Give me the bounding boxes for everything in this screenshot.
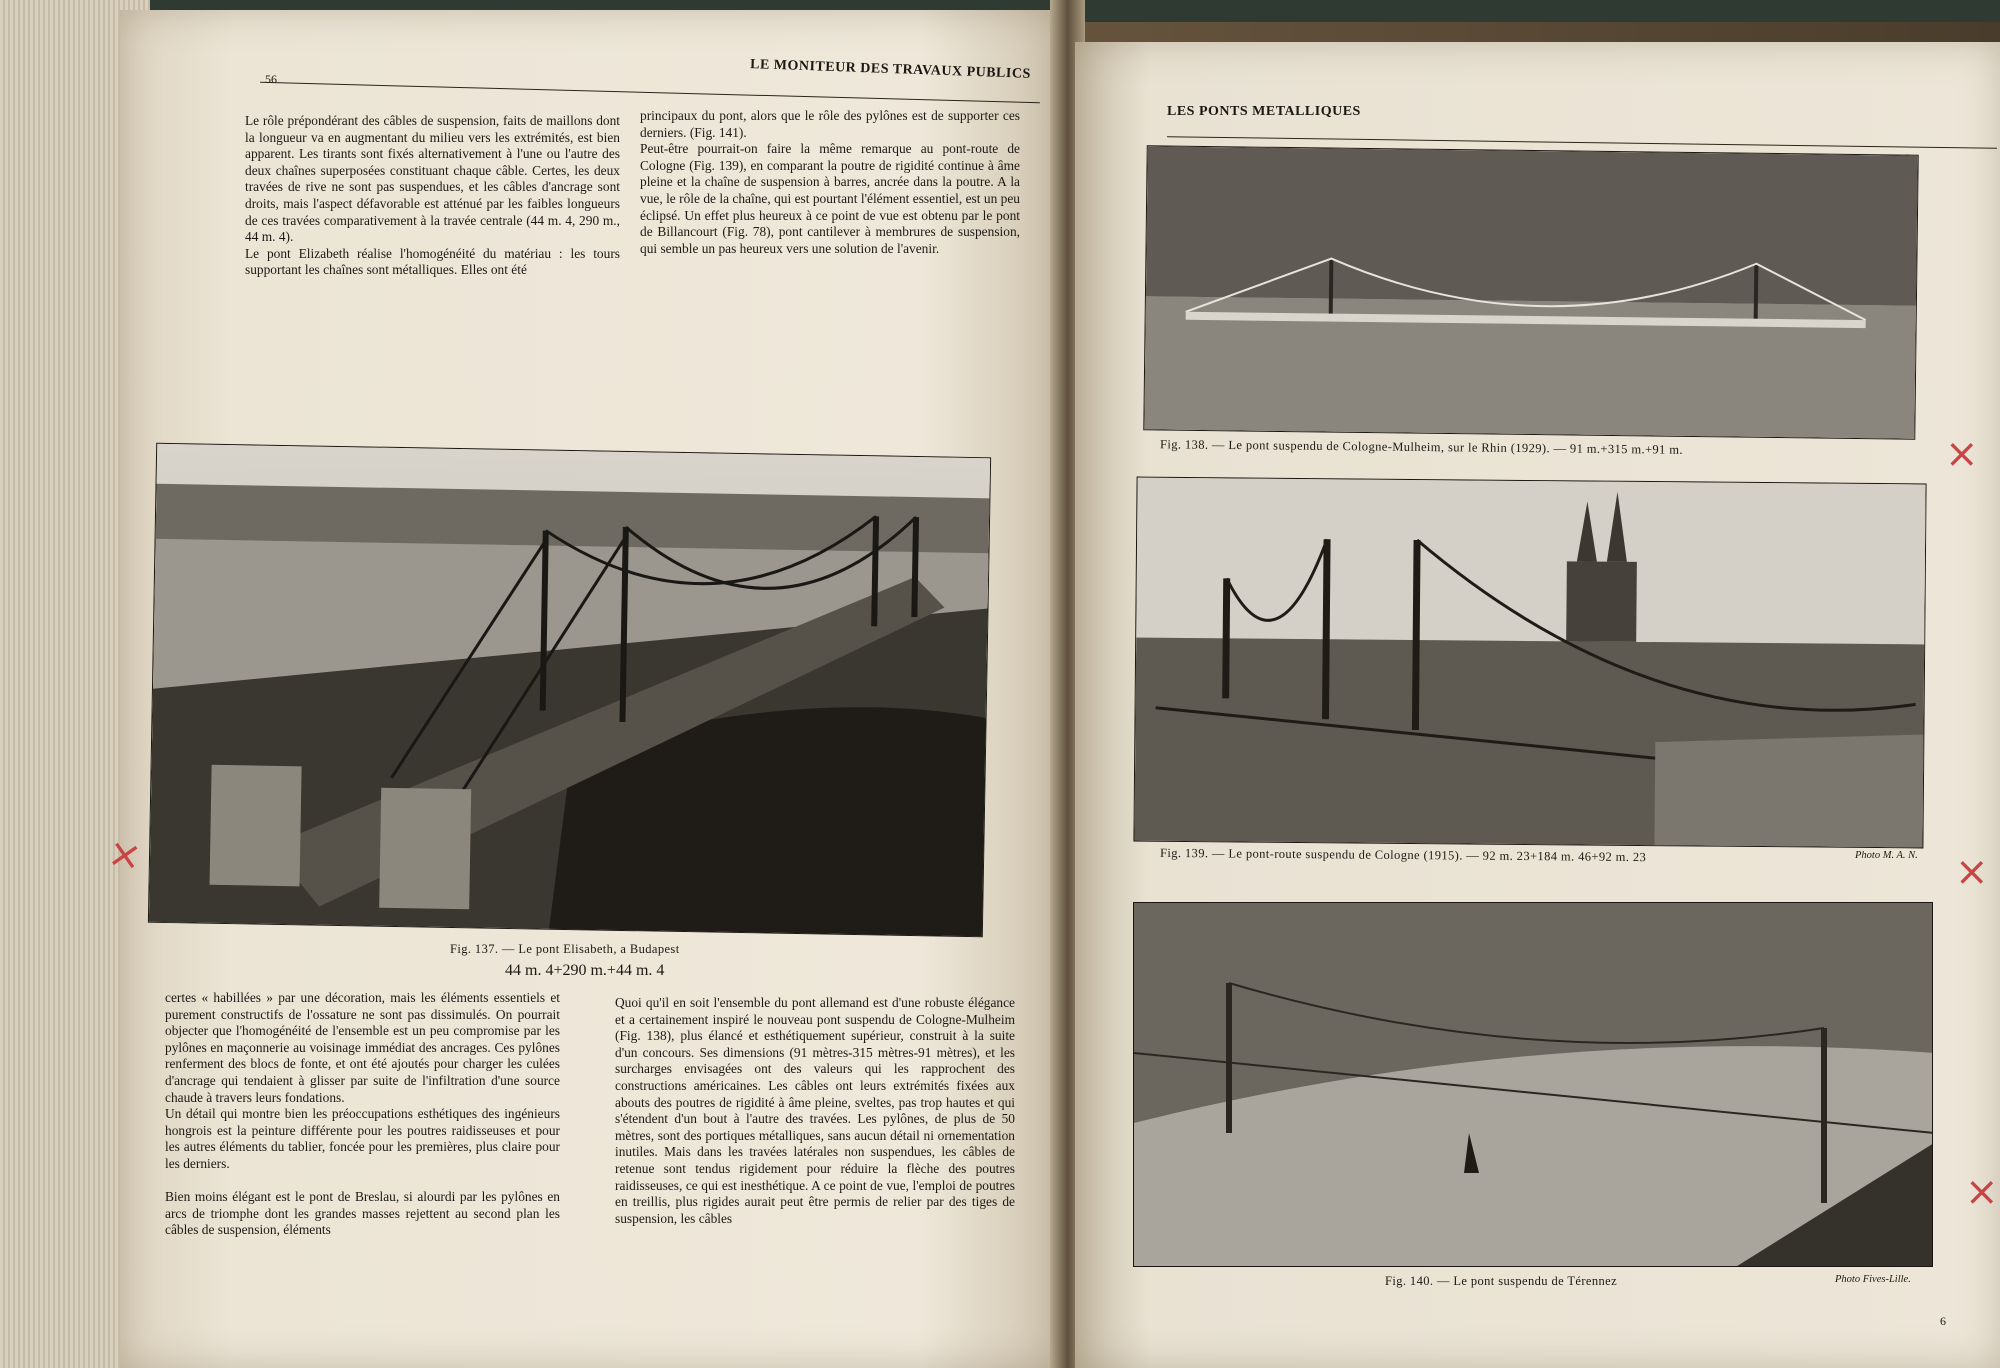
figure-139-caption: Fig. 139. — Le pont-route suspendu de Cologne (1915). — 92 m. 23+184 m. 46+92 m. 23: [1159, 845, 1647, 865]
text-column-bottom-right: Quoi qu'il en soit l'ensemble du pont allemand est d'une robuste élégance et a certainement inspiré le nouveau pont suspendu de Cologne-Mulheim (Fig. 138), plus élancé et esthétiquement supérieur, construit à la suite d'un concours. Ses dimensions (91 mètres-315 mètres-91 mètres), et les surcharges envisagées ont des valeurs qui les rapprochent des constructions américaines. Les câbles ont leurs extrémités fixées aux abouts des poutres de rigidité à âme pleine, sveltes, pas trop hautes et qui s'étendent d'un bout à l'autre des travées. Les pylônes, de plus de 50 mètres, sont des portiques métalliques, sans aucun détail ni ornementation inutiles. Mais dans les travées latérales non suspendues, les câbles de retenue sont tendus rigidement pour réduire la flèche des poutres raidisseuses, ce qui est inesthétique. A ce point de vue, l'emploi de poutres en treillis, plus rigides aurait peut être permis de relier par des tiges de suspension, les câbles: [615, 995, 1015, 1226]
text-column-bottom-left: certes « habillées » par une décoration, mais les éléments essentiels et purement constructifs de l'ossature ne sont pas dissimulés. On pourrait objecter que l'homogénéité de l'ensemble est un peu compromise par les pylônes en maçonnerie au voisinage immédiat des ancrages. Ces pylônes renferment des blocs de fonte, et ont été ajoutés pour charger les culées d'ancrage qui tendaient à glisser par suite de l'infiltration d'une source chaude à travers leurs fondations. Un détail qui montre bien les préoccupations esthétiques des ingénieurs hongrois est la peinture différente pour les poutres raidisseuses et pour les autres éléments du tablier, foncée pour les premières, plus claire pour les derniers. Bien moins élégant est le pont de Breslau, si alourdi par les pylônes en arcs de triomphe dont les grandes masses rejettent au second plan les câbles de suspension, éléments: [165, 990, 560, 1238]
cologne-road-bridge-image: [1134, 478, 1926, 849]
terenez-bridge-image: [1134, 903, 1933, 1267]
page-number-left: 56: [265, 72, 277, 86]
figure-138-caption: Fig. 138. — Le pont suspendu de Cologne-Mulheim, sur le Rhin (1929). — 91 m.+315 m.+91 m.: [1159, 437, 1684, 457]
header-rule-left: [260, 82, 1040, 103]
figure-139-photo: [1133, 477, 1926, 849]
elisabeth-bridge-image: [149, 444, 991, 937]
pencil-mark: ×: [1965, 1169, 1999, 1215]
figure-140-photo: [1133, 902, 1933, 1267]
running-head-left: LE MONITEUR DES TRAVAUX PUBLICS: [749, 57, 1031, 82]
figure-139-credit: Photo M. A. N.: [1855, 850, 1918, 861]
figure-137-photo: [148, 443, 991, 937]
right-page: [1075, 42, 2000, 1368]
figure-140-credit: Photo Fives-Lille.: [1835, 1274, 1911, 1285]
figure-138-photo: [1143, 145, 1918, 439]
text-column-top-right: principaux du pont, alors que le rôle des pylônes est de supporter ces derniers. (Fig. 141). Peut-être pourrait-on faire la même remarque au pont-route de Cologne (Fig. 139), en comparant la poutre de rigidité continue à âme pleine et la chaîne de suspension à barres, ancrée dans la poutre. A la vue, le rôle de la chaîne, qui est pourtant l'élément essentiel, est un peu éclipsé. Un effet plus heureux à ce point de vue est obtenu par le pont de Billancourt (Fig. 78), pont cantilever à membrures de suspension, qui semble un pas heureux vers une solution de l'avenir.: [640, 108, 1020, 256]
figure-137-dimensions: 44 m. 4+290 m.+44 m. 4: [505, 962, 665, 979]
text-column-top-left: Le rôle prépondérant des câbles de suspension, faits de maillons dont la longueur va en augmentant du milieu vers les extrémités, est bien apparent. Les tirants sont fixés alternativement à l'une ou l'autre des deux chaînes superposées constituant chaque câble. Certes, les deux travées de rive ne sont pas suspendues, et les câbles d'ancrage sont droits, mais l'aspect défavorable est atténué par les faibles longueurs de ces travées comparativement à la travée centrale (44 m. 4, 290 m., 44 m. 4). Le pont Elizabeth réalise l'homogénéité du matériau : les tours supportant les chaînes sont métalliques. Elles ont été: [245, 113, 620, 278]
left-page: [104, 10, 1060, 1368]
cologne-mulheim-bridge-image: [1144, 146, 1918, 439]
running-head-right: LES PONTS METALLIQUES: [1167, 104, 1361, 119]
pencil-mark: ×: [1955, 849, 1989, 895]
pencil-mark: ×: [104, 829, 146, 881]
pencil-mark: ×: [1945, 431, 1979, 477]
signature-mark: 6: [1940, 1314, 1946, 1328]
figure-137-caption: Fig. 137. — Le pont Elisabeth, a Budapest: [450, 942, 680, 956]
figure-140-caption: Fig. 140. — Le pont suspendu de Térennez: [1385, 1274, 1618, 1288]
